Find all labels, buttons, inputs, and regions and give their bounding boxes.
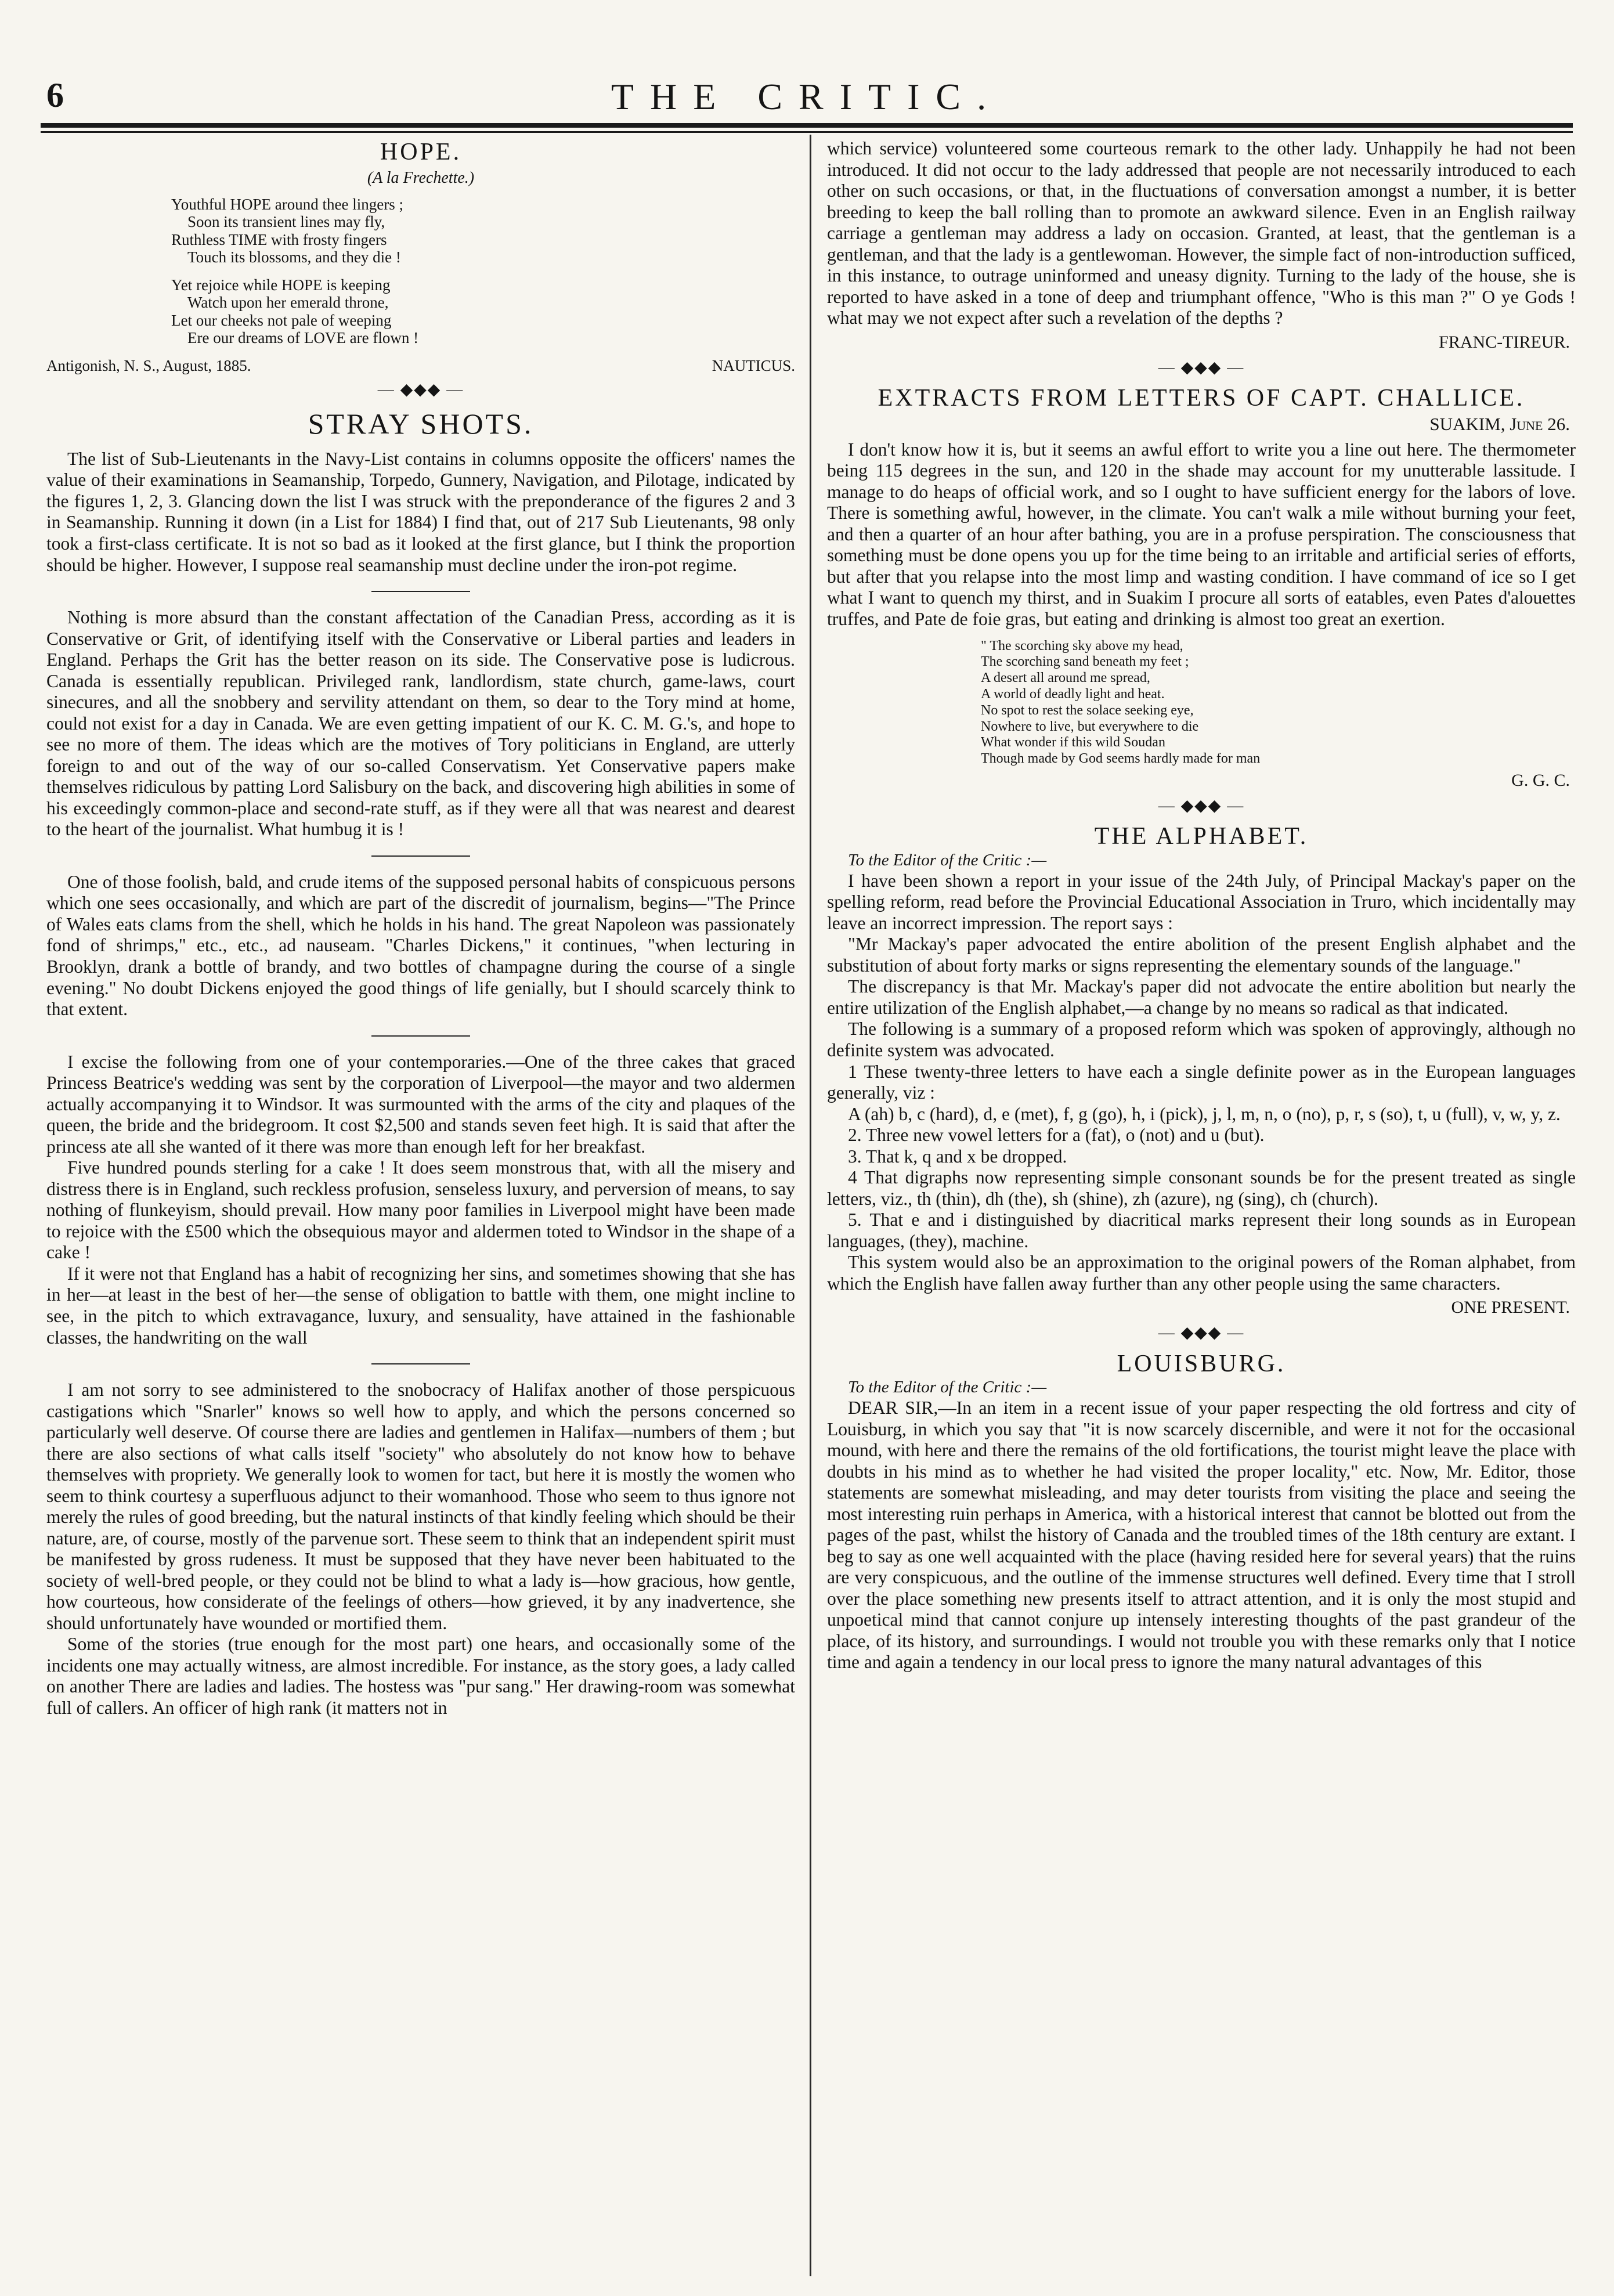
article-paragraph: 1 These twenty-three letters to have each a single definite power as in the European languages generally, viz : [827, 1061, 1576, 1103]
ornament-divider: — ◆◆◆ — [1158, 358, 1245, 377]
article-signature: G. G. C. [1511, 771, 1570, 790]
article-paragraph: I am not sorry to see administered to the snobocracy of Halifax another of those perspicuous castigations which "Snarler" knows so well how to apply, and which the persons concerned so particularly well deserve. Of course there are ladies and gentlemen in Halifax—numbers of them ; but there are also sections of what calls itself "society" who absolutely do not know how to behave themselves with propriety. We generally look to women for tact, but here it is mostly the women who seem to think courtesy a superfluous adjunct to their womanhood. Those who seem to thus ignore not merely the rules of good breeding, but the natural instincts of that kindly feeling which should be their nature, are, of course, mostly of the parvenue sort. These seem to think that an independent spirit must be manifested by gross rudeness. It must be supposed that they have never been habituated to the society of well-bred people, or they could not be blind to what a lady is—how gracious, how gentle, how courteous, how considerate of the feelings of others—how grieved, it by any inadvertence, she should unfortunately have wounded or mortified them. [46, 1380, 795, 1633]
section-rule [371, 591, 470, 592]
verse-line: " The scorching sky above my head, [981, 638, 1183, 654]
left-column [46, 138, 795, 1719]
article-paragraph: I have been shown a report in your issue of the 24th July, of Principal Mackay's paper on the spelling reform, read before the Provincial Educational Association in Truro, which incidentally may leave an incorrect impression. The report says : [827, 870, 1576, 933]
dateline: SUAKIM, June 26. [1429, 413, 1570, 434]
ornament-divider: — ◆◆◆ — [377, 381, 464, 399]
poem-stanza [171, 276, 670, 346]
alphabet-letter [827, 822, 1576, 1318]
alphabet-title: THE ALPHABET. [1094, 823, 1309, 850]
section-rule [371, 1363, 470, 1364]
poem-line: Yet rejoice while HOPE is keeping [171, 276, 391, 294]
article-paragraph: Nothing is more absurd than the constant affectation of the Canadian Press, according as it is Conservative or Grit, of identifying itself with the Conservative or Liberal parties and leaders in England. Perhaps the Grit has the better reason on its side. The Conservative pose is ludicrous. Canada is essentially republican. Privileged rank, landlordism, state church, game-laws, court sinecures, and all the snobbery and servility attendant on them, so dear to the Tory mind at home, could not exist for a day in Canada. We are even getting impatient of our K. C. M. G.'s, and hope to see no more of them. The ideas which are the motives of Tory politicians in England, are utterly foreign to and out of the way of our so-called Conservatism. Yet Conservative papers make themselves ridiculous by patting Lord Salisbury on the back, and discovering high abilities in some of his exceedingly common-place and second-rate stuff, as if they were all that was nearest and dearest to the heart of the journalist. What humbug it is ! [46, 607, 795, 840]
hope-title: HOPE. [380, 139, 462, 165]
verse-line: A world of deadly light and heat. [981, 686, 1165, 702]
verse-line: What wonder if this wild Soudan [981, 735, 1165, 750]
hope-subtitle: (A la Frechette.) [367, 168, 475, 187]
salutation: To the Editor of the Critic :— [848, 1378, 1047, 1397]
article-paragraph: Some of the stories (true enough for the most part) one hears, and occasionally some of the incidents one may actually witness, are almost incredible. For instance, as the story goes, a lady called on another There are ladies and ladies. The hostess was "pur sang." Her drawing-room was somewhat full of callers. An officer of high rank (it matters not in [46, 1634, 795, 1718]
article-paragraph: A (ah) b, c (hard), d, e (met), f, g (go), h, i (pick), j, l, m, n, o (no), p, r, s (so), t, u (full), v, w, y, z. [848, 1103, 1561, 1124]
right-column [827, 138, 1576, 1673]
poem-body [171, 196, 670, 346]
section-rule [371, 1035, 470, 1037]
article-paragraph: 3. That k, q and x be dropped. [848, 1146, 1067, 1167]
article-paragraph: 4 That digraphs now representing simple consonant sounds be for the present treated as single letters, viz., th (thin), dh (the), sh (shine), zh (azure), ng (sing), ch (church). [827, 1167, 1576, 1209]
article-paragraph: I excise the following from one of your contemporaries.—One of the three cakes that graced Princess Beatrice's wedding was sent by the corporation of Liverpool—the mayor and two aldermen actually accompanying it to Windsor. It was surmounted with the arms of the city and plaques of the queen, the bride and the bridegroom. It cost $2,500 and stands seven feet high. It is said that after the princess ate all she wanted of it there was more than enough left for her breakfast. [46, 1051, 795, 1157]
article-paragraph: Five hundred pounds sterling for a cake ! It does seem monstrous that, with all the misery and distress there is in England, such reckless profusion, senseless luxury, and perversion of means, to say nothing of flunkeyism, should prevail. How many poor families in Liverpool might have been made to rejoice with the £500 which the obsequious mayor and aldermen toted to Windsor in the shape of a cake ! [46, 1157, 795, 1263]
ornament-divider: — ◆◆◆ — [1158, 1324, 1245, 1342]
article-paragraph: DEAR SIR,—In an item in a recent issue of your paper respecting the old fortress and city of Louisburg, in which you say that "it is now scarcely discernible, and were it not for the occasional mound, with here and there the remains of the old fortifications, the tourist might leave the place with doubts in his mind as to whether he had visited the proper locality," etc. Now, Mr. Editor, those statements are somewhat misleading, and may deter tourists from visiting the place and seeing the most interesting ruin perhaps in America, with a historical interest that cannot be blotted out from the pages of the past, whilst the history of Canada and the troubled times of the 18th century are extant. I beg to say as one well acquainted with the place (having resided here for several years) that the ruins are very conspicuous, and the outline of the immense structures well defined. Every time that I stroll over the place something new presents itself to attract attention, and it is only the most stupid and unpoetical mind that cannot conjure up intensely interesting thoughts of the past grandeur of the place, of its history, and surroundings. I would not trouble you with these remarks only that I notice time and again a tendency in our local press to ignore the many natural advantages of this [827, 1397, 1576, 1673]
article-signature: ONE PRESENT. [1451, 1298, 1570, 1317]
masthead-rule-thin [41, 131, 1573, 133]
poem-signature: NAUTICUS. [712, 357, 795, 375]
verse-line: Nowhere to live, but everywhere to die [981, 719, 1199, 734]
poem-sigline [46, 357, 795, 375]
section-rule [371, 855, 470, 857]
masthead [41, 75, 1573, 116]
louisburg-title: LOUISBURG. [1117, 1350, 1286, 1377]
stray-shots-continued [827, 138, 1576, 353]
article-paragraph: 2. Three new vowel letters for a (fat), o (not) and u (but). [848, 1125, 1265, 1146]
article-paragraph: The discrepancy is that Mr. Mackay's paper did not advocate the entire abolition but nearly the entire utilization of the English alphabet,—a change by no means so radical as that indicated. [827, 976, 1576, 1018]
poem-line: Watch upon her emerald throne, [187, 294, 389, 312]
article-paragraph: This system would also be an approximation to the original powers of the Roman alphabet, from which the English have fallen away further than any other people using the same characters. [827, 1252, 1576, 1294]
poem-line: Let our cheeks not pale of weeping [171, 311, 392, 329]
verse-line: The scorching sand beneath my feet ; [981, 654, 1189, 670]
verse-line: Though made by God seems hardly made for man [981, 751, 1261, 767]
poem-line: Ruthless TIME with frosty fingers [171, 230, 387, 248]
newspaper-title: THE CRITIC. [611, 76, 1003, 117]
article-paragraph: If it were not that England has a habit of recognizing her sins, and sometimes showing that she has in her—at least in the best of her—the sense of obligation to battle with them, one might incline to see, in the pitch to which extravagance, luxury, and sensuality, have attained in the fashionable classes, the handwriting on the wall [46, 1263, 795, 1348]
poem-line: Touch its blossoms, and they die ! [187, 248, 401, 266]
article-paragraph: 5. That e and i distinguished by diacritical marks represent their long sounds as in European languages, (they), machine. [827, 1210, 1576, 1251]
poem-line: Ere our dreams of LOVE are flown ! [187, 328, 419, 346]
article-paragraph: The list of Sub-Lieutenants in the Navy-List contains in columns opposite the officers' names the value of their examinations in Seamanship, Torpedo, Gunnery, Navigation, and Pilotage, indicated by the figures 1, 2, 3. Glancing down the list I was struck with the preponderance of the figures 2 and 3 in Seamanship. Running it down (in a List for 1884) I find that, out of 217 Sub Lieutenants, 98 only took a first-class certificate. It is not so bad as it looked at the first glance, but I think the proportion should be higher. However, I suppose real seamanship must decline under the iron-pot regime. [46, 448, 795, 575]
article-signature: FRANC-TIREUR. [1439, 332, 1570, 352]
article-paragraph: One of those foolish, bald, and crude items of the supposed personal habits of conspicuous persons which one sees occasionally, and which are part of the discredit of journalism, begins—"The Prince of Wales eats clams from the shell, which he holds in his hand. The great Napoleon was passionately fond of shrimps," etc., etc., ad nauseam. "Charles Dickens," it continues, "when lecturing in Brooklyn, drank a bottle of brandy, and two bottles of champagne during the course of a single evening." No doubt Dickens enjoyed the good things of life genially, but I should scarcely think to that extent. [46, 871, 795, 1020]
quoted-verse [981, 638, 1422, 768]
salutation: To the Editor of the Critic :— [848, 851, 1047, 870]
column-divider [810, 135, 811, 2276]
poem-line: Youthful HOPE around thee lingers ; [171, 196, 403, 214]
hope-poem [46, 138, 795, 375]
verse-line: No spot to rest the solace seeking eye, [981, 702, 1194, 718]
verse-line: A desert all around me spread, [981, 670, 1150, 686]
challice-title: EXTRACTS FROM LETTERS OF CAPT. CHALLICE. [878, 385, 1525, 412]
ornament-divider: — ◆◆◆ — [1158, 796, 1245, 815]
stray-shots-title: STRAY SHOTS. [308, 407, 534, 440]
stray-shots-article [46, 407, 795, 1719]
article-paragraph: I don't know how it is, but it seems an awful effort to write you a line out here. The thermometer being 115 degrees in the sun, and 120 in the shade may account for my unutterable lassitude. I manage to do heaps of official work, and so I ought to have sufficient energy for the labors of love. There is something awful, however, in the climate. You can't walk a mile without burning your feet, and then a quarter of an hour after bathing, you are in a profuse perspiration. The consciousness that something must be done opens you up for the time being to an irritable and artificial series of efforts, but after that you relapse into the most limp and wasting condition. I have command of ice so I get what I want to quench my thirst, and in Suakim I procure all sorts of eatables, even Pates d'alouettes truffes, and Pate de foie gras, but eating and drinking is almost too great an exertion. [827, 439, 1576, 629]
louisburg-letter [827, 1350, 1576, 1673]
poem-stanza [171, 196, 670, 266]
poem-line: Soon its transient lines may fly, [187, 213, 385, 231]
page-number: 6 [46, 76, 64, 114]
poem-place-date: Antigonish, N. S., August, 1885. [46, 357, 251, 375]
article-paragraph: The following is a summary of a proposed reform which was spoken of approvingly, although no definite system was advocated. [827, 1019, 1576, 1060]
article-paragraph: "Mr Mackay's paper advocated the entire abolition of the present English alphabet and the substitution of about forty marks or signs representing the elementary sounds of the language." [827, 934, 1576, 976]
challice-letters [827, 384, 1576, 791]
masthead-rule-thick [41, 123, 1573, 128]
article-paragraph: which service) volunteered some courteous remark to the other lady. Unhappily he had not been introduced. It did not occur to the lady addressed that people are not necessarily introduced to each other on such occasions, or that, in the fluctuations of conversation amongst a number, it is better breeding to keep the ball rolling than to promote an awkward silence. Even in an English railway carriage a gentleman may address a lady on occasion. Granted, at least, that the gentleman is a gentleman, and that the lady is a gentlewoman. However, the simple fact of non-introduction sufficed, in this instance, to outrage uninformed and uneasy dignity. Turning to the lady of the house, she is reported to have asked in a tone of deep and triumphant offence, "Who is this man ?" O ye Gods ! what may we not expect after such a revelation of the depths ? [827, 138, 1576, 328]
